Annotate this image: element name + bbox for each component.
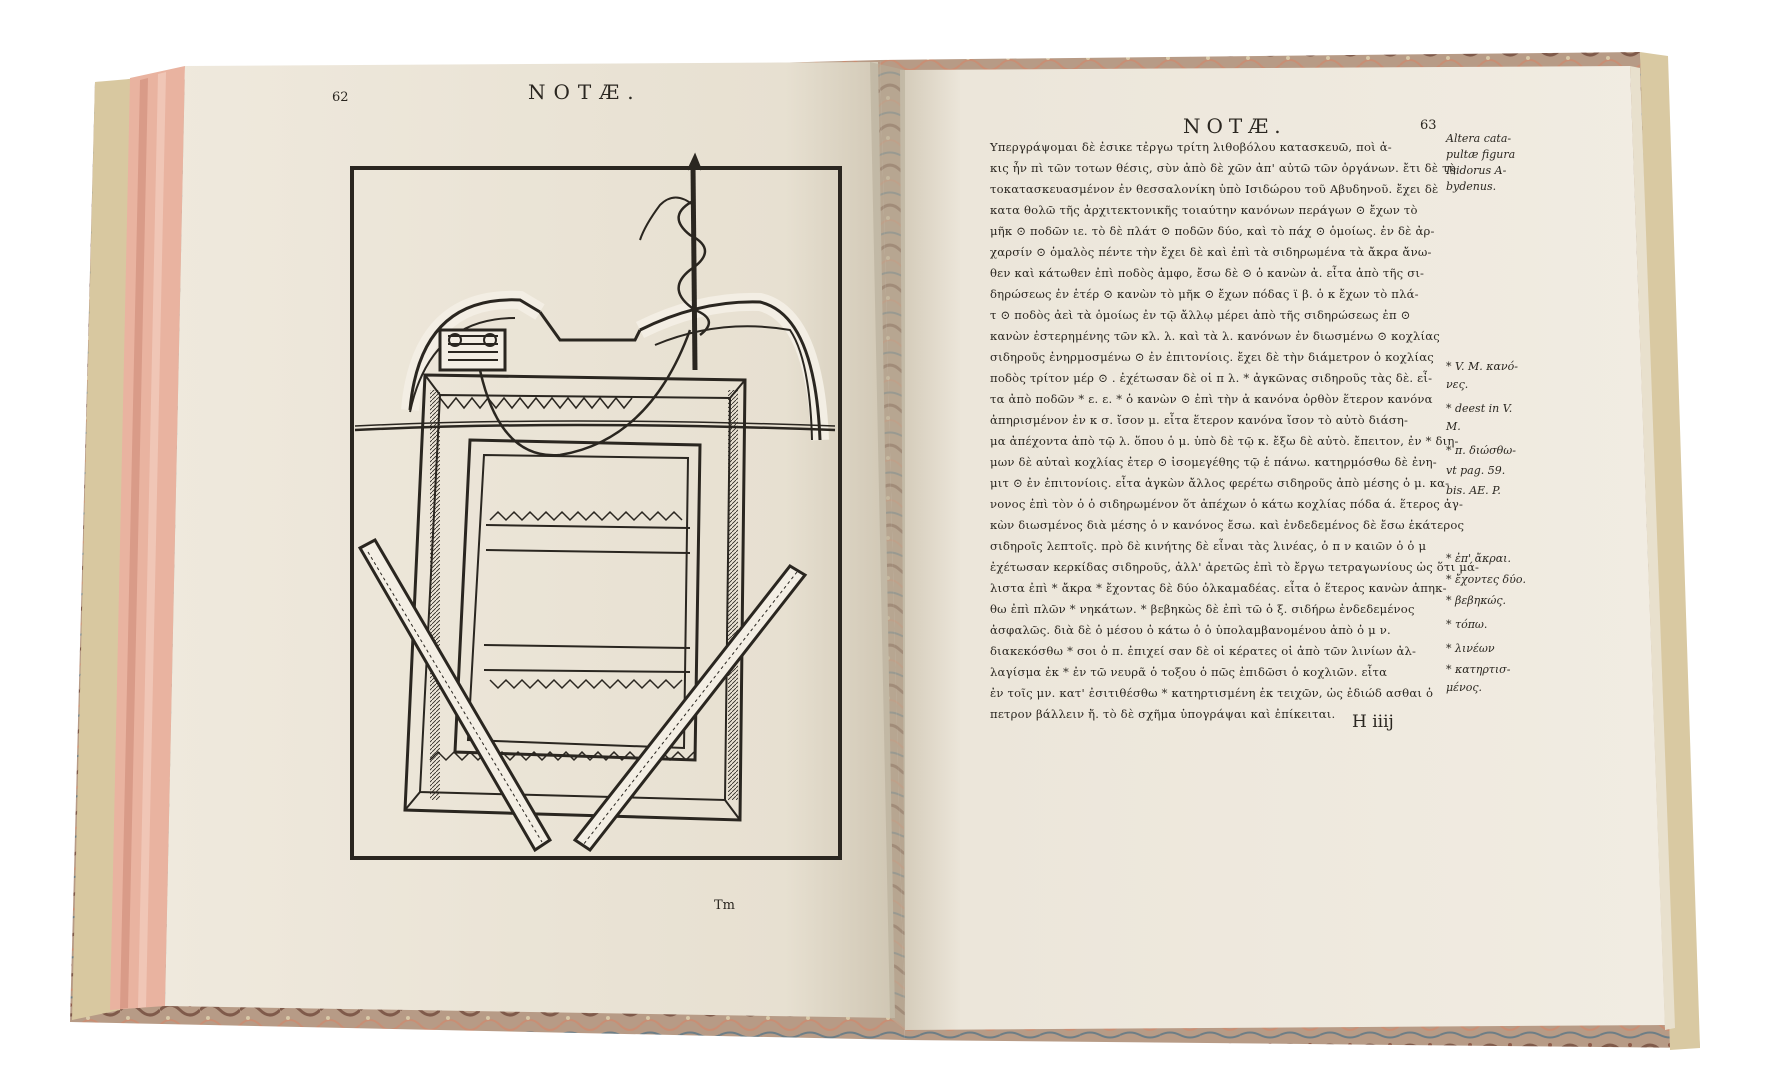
text-line: θω ἐπὶ πλῶν * νηκάτων. * βεβηκὼς δὲ ἐπὶ τῶ ὁ ξ. σιδήρω ἐνδεδεμένος: [990, 602, 1415, 616]
text-line: τοκατασκευασμένον ἐν θεσσαλονίκη ὑπὸ Ισιδώρου τοῦ Αβυδηνοῦ. ἔχει δὲ: [990, 182, 1439, 196]
margin-note: bydenus.: [1446, 180, 1497, 193]
right-page-header: NOTÆ.: [1183, 114, 1287, 138]
text-line: χαρσίν ⊙ ὁμαλὸς πέντε τὴν ἔχει δὲ καὶ ἐπὶ τὰ σιδηρωμένα τὰ ἄκρα ἄνω-: [990, 245, 1432, 259]
margin-note: * ἐπ' ἄκραι.: [1446, 552, 1511, 565]
margin-note: * ἔχοντες δύο.: [1446, 573, 1526, 586]
text-line: λιστα ἐπὶ * ἄκρα * ἔχοντας δὲ δύο ὀλκαμαδέας. εἶτα ὁ ἕτερος κανὼν ἀπηκ-: [990, 581, 1447, 595]
text-line: μιτ ⊙ ἐν ἐπιτονίοις. εἶτα ἀγκὼν ἄλλος φερέτω σιδηροῦς ἀπὸ μέσης ὁ μ. κα-: [990, 476, 1450, 490]
text-line: σιδηροῖς λεπτοῖς. πρὸ δὲ κινήτης δὲ εἶναι τὰς λινέας, ὁ π ν καιῶν ὁ ὁ μ: [990, 539, 1427, 553]
text-line: νονος ἐπὶ τὸν ὁ ὁ σιδηρωμένον ὅτ ἀπέχων ὁ κάτω κοχλίας πόδα ά. ἕτερος ἀγ-: [990, 497, 1464, 511]
margin-note: * τόπω.: [1446, 618, 1488, 631]
left-page-header: NOTÆ.: [528, 80, 642, 104]
left-page-catchword: Tm: [714, 898, 735, 913]
left-page-folio: 62: [332, 90, 349, 105]
text-line: ἀπηρισμένον ἐν κ σ. ἴσον μ. εἶτα ἕτερον κανόνα ἴσον τὸ αὐτὸ διάση-: [990, 413, 1409, 427]
text-line: Υπεργράψομαι δὲ ἐσικε τἐργω τρίτη λιθοβόλου κατασκευῶ, ποὶ ἀ-: [990, 140, 1392, 154]
text-line: μῆκ ⊙ ποδῶν ιε. τὸ δὲ πλάτ ⊙ ποδῶν δύο, καὶ τὸ πάχ ⊙ ὁμοίως. ἐν δὲ ἀρ-: [990, 224, 1435, 238]
left-page: [165, 62, 895, 1018]
text-line: θεν καὶ κάτωθεν ἐπὶ ποδὸς ἀμφο, ἔσω δὲ ⊙ ὁ κανὼν ἀ. εἶτα ἀπὸ τῆς σι-: [990, 266, 1425, 280]
text-line: ποδὸς τρίτον μέρ ⊙ . ἐχέτωσαν δὲ οἱ π λ. * ἀγκῶνας σιδηροῦς τὰς δὲ. εἶ-: [990, 371, 1433, 385]
text-line: λαγίσμα ἐκ * ἐν τῶ νευρᾶ ὁ τοξου ὁ πῶς ἐπιδῶσι ὁ κοχλιῶν. εἶτα: [990, 665, 1388, 679]
margin-note: νες.: [1446, 378, 1469, 391]
text-line: κις ἦν πὶ τῶν τοτων θέσις, σὺν ἀπὸ δὲ χῶν ἀπ' αὐτῶ τῶν ὀργάνων. ἔτι δὲ τὴ: [990, 161, 1456, 175]
text-line: πετρον βάλλειν ἤ. τὸ δὲ σχῆμα ὑπογράψαι καὶ ἐπίκειται.: [990, 707, 1336, 721]
text-line: κὼν διωσμένος διὰ μέσης ὁ ν κανόνος ἔσω. καὶ ἐνδεδεμένος δὲ ἔσω ἑκάτερος: [990, 518, 1465, 532]
text-line: κανὼν ἐστερημένης τῶν κλ. λ. καὶ τὰ λ. κανόνων ἐν διωσμένω ⊙ κοχλίας: [990, 329, 1440, 343]
margin-note: bis. AE. P.: [1446, 484, 1501, 497]
text-line: διακεκόσθω * σοι ὁ π. ἐπιχεί σαν δὲ οἱ κέρατες οἱ ἀπὸ τῶν λινίων ἀλ-: [990, 644, 1417, 658]
margin-note: M.: [1446, 420, 1461, 433]
margin-note: pultæ figura: [1446, 148, 1516, 161]
text-line: μα ἀπέχοντα ἀπὸ τῷ λ. ὅπου ὁ μ. ὑπὸ δὲ τῷ κ. ἔξω δὲ αὐτὸ. ἔπειτον, ἐν * διη-: [990, 434, 1459, 448]
margin-note: μένος.: [1446, 681, 1483, 694]
text-line: σιδηροῦς ἐνηρμοσμένω ⊙ ἐν ἐπιτονίοις. ἔχει δὲ τὴν διάμετρον ὁ κοχλίας: [990, 350, 1434, 364]
margin-note: vt pag. 59.: [1446, 464, 1506, 477]
text-line: ἐχέτωσαν κερκίδας σιδηροῦς, ἀλλ' ἀρετῶς ἐπὶ τὸ ἔργω τετραγωνίους ὡς ὅτι μά-: [990, 560, 1480, 574]
margin-note: * V. M. κανό-: [1446, 360, 1518, 373]
text-line: τα ἀπὸ ποδῶν * ε. ε. * ὁ κανὼν ⊙ ἐπὶ τὴν ἀ κανόνα ὀρθὸν ἕτερον κανόνα: [990, 392, 1433, 406]
margin-note: * βεβηκώς.: [1446, 594, 1507, 607]
text-line: ἀσφαλῶς. διὰ δὲ ὁ μέσου ὁ κάτω ὁ ὁ ὑπολαμβανομένου ἀπὸ ὁ μ ν.: [990, 623, 1391, 637]
text-line: τ ⊙ ποδὸς ἀεὶ τὰ ὁμοίως ἐν τῷ ἄλλῳ μέρει ἀπὸ τῆς σιδηρώσεως ἐπ ⊙: [990, 308, 1411, 322]
margin-note: * deest in V.: [1446, 402, 1513, 415]
margin-note: Isidorus A-: [1446, 164, 1507, 177]
margin-note: * κατηρτισ-: [1446, 663, 1511, 676]
text-line: κατα θολῶ τῆς ἀρχιτεκτονικῆς τοιαύτην κανόνων περάγων ⊙ ἔχων τὸ: [990, 203, 1418, 217]
text-line: δηρώσεως ἐν ἑτέρ ⊙ κανὼν τὸ μῆκ ⊙ ἔχων πόδας ϊ β. ὁ κ ἔχων τὸ πλά-: [990, 287, 1419, 301]
margin-note: * λινέων: [1446, 642, 1495, 655]
right-page-folio: 63: [1420, 118, 1437, 133]
text-line: ἐν τοῖς μν. κατ' ἐσιτιθέσθω * κατηρτισμένη ἐκ τειχῶν, ὡς ἐδιώδ ασθαι ὁ: [990, 686, 1434, 700]
margin-note: Altera cata-: [1446, 132, 1512, 145]
text-line: μων δὲ αὐταὶ κοχλίας ἐτερ ⊙ ἰσομεγέθης τῷ ἑ πάνω. κατηρμόσθω δὲ ἐνη-: [990, 455, 1437, 469]
margin-note: * π. διώσθω-: [1446, 444, 1516, 457]
right-page-signature-mark: H iiij: [1352, 712, 1394, 732]
